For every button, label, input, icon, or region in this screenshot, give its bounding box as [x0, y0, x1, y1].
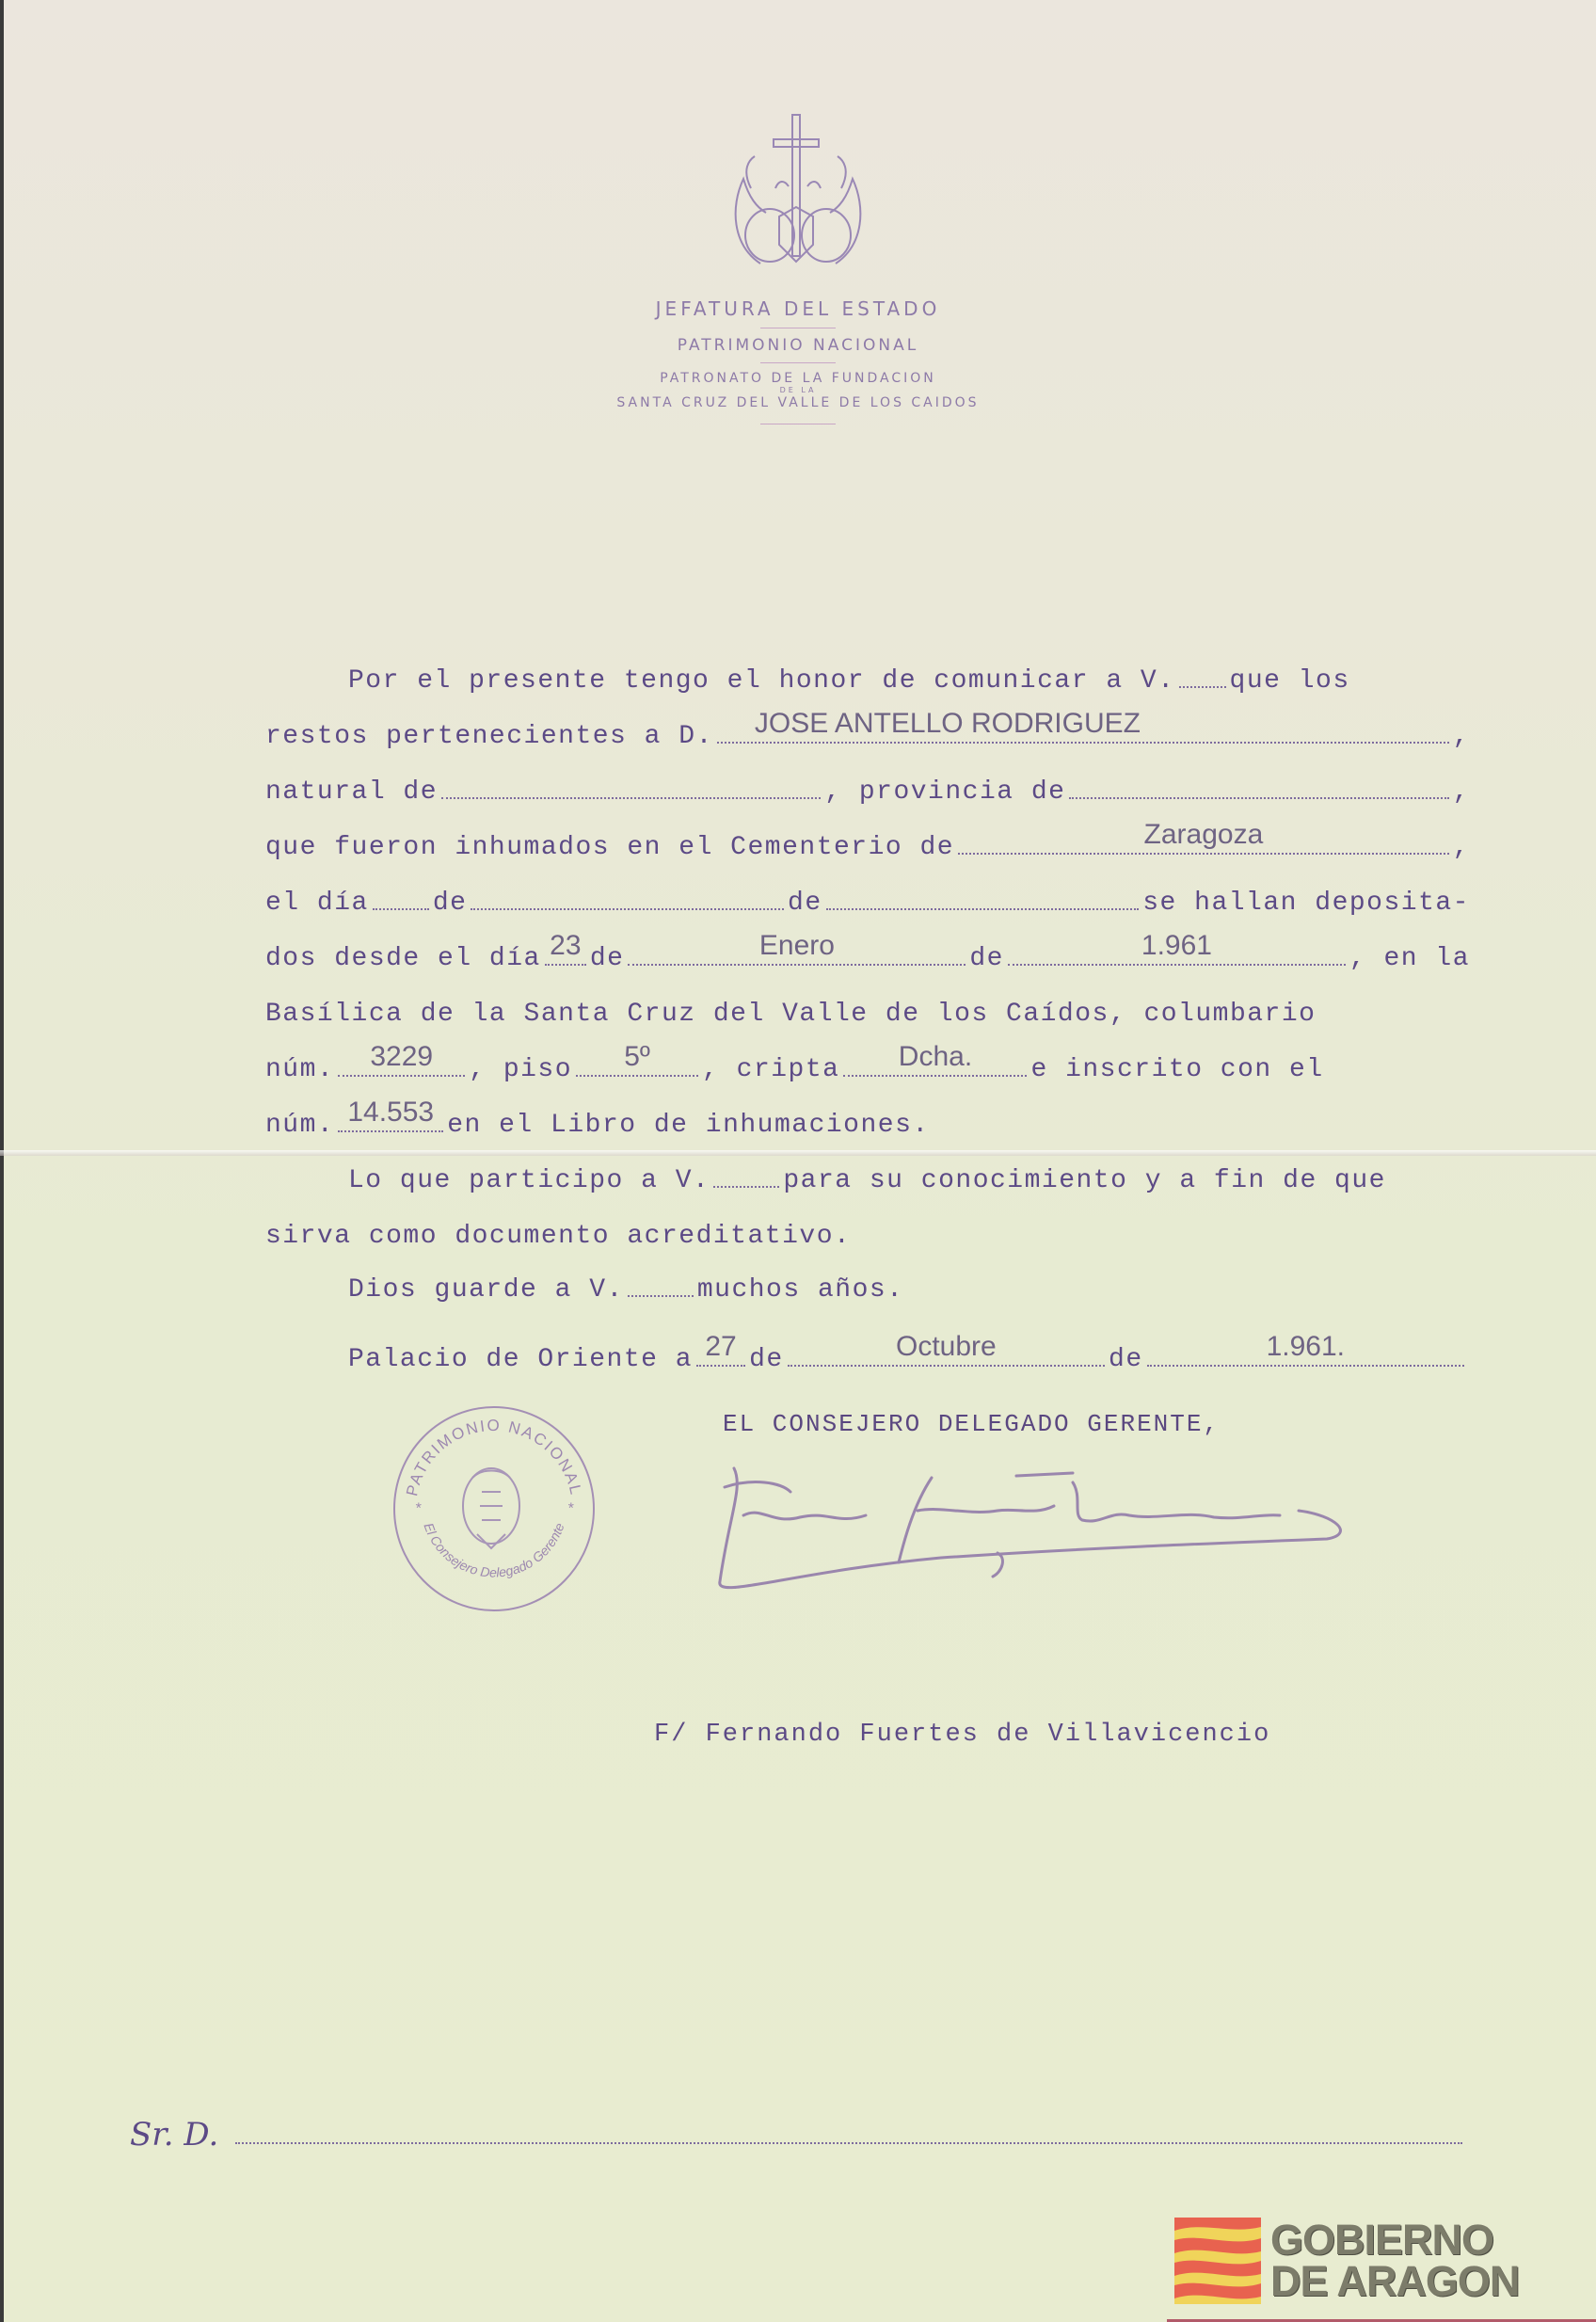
body-line-1: Por el presente tengo el honor de comunicar a V. que los	[348, 666, 1350, 696]
date-month-field: Octubre	[788, 1365, 1105, 1367]
registro-num-field: 14.553	[338, 1130, 443, 1132]
letterhead	[0, 113, 1596, 432]
blank-field	[1179, 686, 1226, 688]
official-seal-stamp	[388, 1402, 600, 1615]
deceased-name: JOSE ANTELLO RODRIGUEZ	[754, 708, 1141, 739]
blank-field	[373, 908, 429, 910]
divider	[760, 362, 836, 363]
letterhead-santa-cruz: SANTA CRUZ DEL VALLE DE LOS CAIDOS	[616, 395, 980, 410]
paper-fold-crease	[0, 1150, 1596, 1156]
date-day-field: 27	[696, 1365, 745, 1367]
svg-text:*: *	[567, 1501, 576, 1518]
signatory-title: EL CONSEJERO DELEGADO GERENTE,	[723, 1410, 1221, 1438]
blank-field	[471, 908, 784, 910]
cross-emblem-icon	[723, 113, 873, 273]
body-line-9: núm. 14.553 en el Libro de inhumaciones.	[265, 1097, 930, 1140]
body-line-6: dos desde el día 23 de Enero de 1.961 , en la	[265, 930, 1470, 973]
body-line-2: restos pertenecientes a D. JOSE ANTELLO RODRIGUEZ ,	[265, 708, 1470, 751]
deposit-year-field: 1.961	[1008, 964, 1346, 966]
body-line-10: Lo que participo a V. para su conocimiento y a fin de que	[348, 1166, 1386, 1195]
aragon-flag-icon	[1174, 2218, 1261, 2304]
eagle-icon	[463, 1468, 519, 1548]
body-line-3: natural de , provincia de ,	[265, 777, 1470, 807]
addressee-field	[235, 2142, 1462, 2144]
body-line-5: el día de de se hallan deposita-	[265, 889, 1470, 918]
deposit-month-field: Enero	[628, 964, 966, 966]
columbario-num-field: 3229	[338, 1075, 465, 1077]
signer-typed-name: F/ Fernando Fuertes de Villavicencio	[654, 1721, 1271, 1749]
addressee-label: Sr. D.	[130, 2116, 219, 2154]
letterhead-patrimonio: PATRIMONIO NACIONAL	[677, 336, 919, 355]
addressee-line	[130, 2108, 1466, 2154]
svg-text:*: *	[414, 1501, 423, 1518]
svg-text:PATRIMONIO NACIONAL: PATRIMONIO NACIONAL	[403, 1417, 585, 1498]
svg-text:El Consejero Delegado Gerente: El Consejero Delegado Gerente	[421, 1520, 567, 1580]
body-line-7: Basílica de la Santa Cruz del Valle de los Caídos, columbario	[265, 1000, 1317, 1029]
body-line-4: que fueron inhumados en el Cementerio de Zaragoza ,	[265, 819, 1470, 862]
gobierno-aragon-logo	[1174, 2218, 1519, 2304]
handwritten-signature	[678, 1459, 1355, 1600]
piso-field: 5º	[576, 1075, 698, 1077]
logo-line-1: GOBIERNO	[1270, 2216, 1494, 2264]
blank-field	[628, 1295, 694, 1297]
letterhead-de-la: DE LA	[779, 386, 817, 394]
cementerio-value: Zaragoza	[1143, 819, 1264, 850]
body-line-11: sirva como documento acreditativo.	[265, 1222, 852, 1251]
place-date-line: Palacio de Oriente a 27 de Octubre de 1.961.	[348, 1327, 1468, 1374]
deposit-day-field: 23	[545, 964, 586, 966]
cripta-field: Dcha.	[843, 1075, 1027, 1077]
closing-line: Dios guarde a V. muchos años.	[348, 1275, 904, 1305]
blank-field	[713, 1186, 779, 1188]
letterhead-jefatura: JEFATURA DEL ESTADO	[655, 297, 941, 320]
provincia-field	[1069, 797, 1448, 799]
letterhead-patronato: PATRONATO DE LA FUNDACION	[660, 371, 936, 386]
blank-field	[826, 908, 1140, 910]
natural-de-field	[441, 797, 821, 799]
certificate-body	[265, 640, 1470, 1251]
logo-line-2: DE ARAGON	[1270, 2257, 1520, 2305]
date-year-field: 1.961.	[1147, 1365, 1464, 1367]
body-line-8: núm. 3229 , piso 5º , cripta Dcha. e inscrito con el	[265, 1041, 1324, 1084]
cementerio-field	[958, 819, 1449, 855]
